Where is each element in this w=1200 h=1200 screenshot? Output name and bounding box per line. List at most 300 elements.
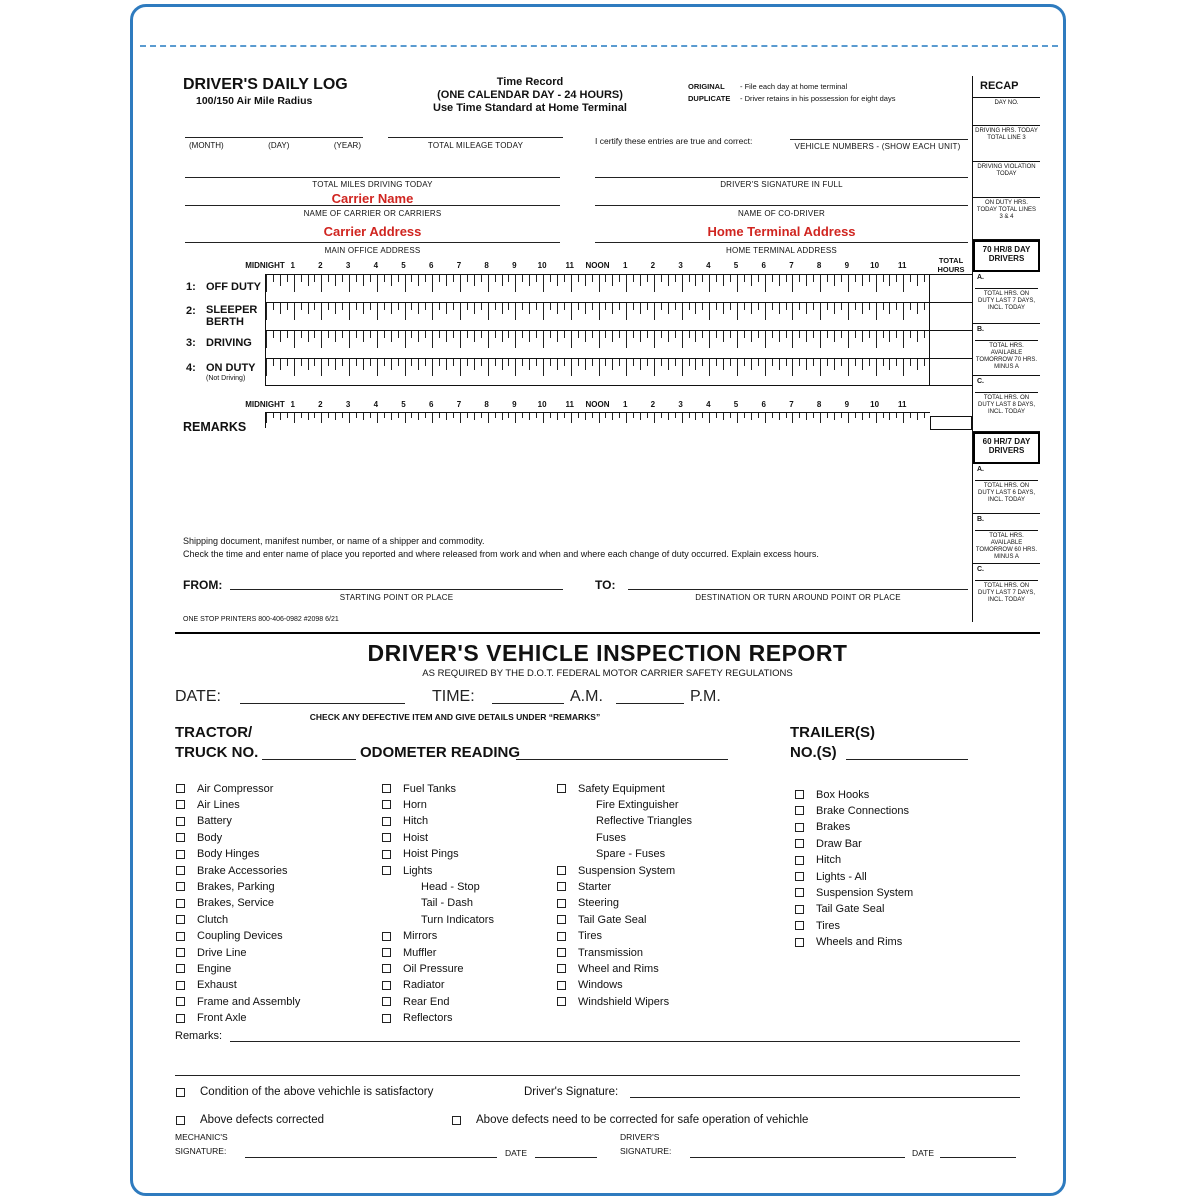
defect-checkbox[interactable] [557, 932, 566, 941]
checklist-item-label: Hitch [403, 815, 429, 828]
tick-mark [273, 359, 274, 366]
duty-row-on-duty-band[interactable] [265, 359, 930, 385]
defect-checkbox[interactable] [382, 981, 391, 990]
checklist-item [176, 897, 274, 910]
defect-checkbox[interactable] [176, 866, 185, 875]
defect-checkbox[interactable] [382, 800, 391, 809]
tick-mark [841, 275, 842, 282]
tick-mark [432, 275, 433, 292]
tick-mark [827, 275, 828, 282]
tick-mark [335, 275, 336, 286]
defect-checkbox[interactable] [382, 932, 391, 941]
hour-label: NOON [585, 400, 610, 409]
remarks-scale-band[interactable] [265, 412, 930, 428]
checklist-item [176, 880, 275, 893]
tick-mark [363, 331, 364, 342]
checklist-item [382, 930, 437, 943]
tick-mark [321, 359, 322, 376]
recap-70hr-b-cell[interactable] [973, 324, 1040, 376]
defect-checkbox[interactable] [795, 839, 804, 848]
defect-checkbox[interactable] [176, 997, 185, 1006]
carrier-name-entry-line[interactable] [185, 186, 560, 206]
tick-mark [349, 331, 350, 348]
checklist-item-label: Air Lines [197, 798, 240, 811]
checklist-item-label: Draw Bar [816, 837, 862, 850]
defect-checkbox[interactable] [382, 948, 391, 957]
dvir-am-pm-line[interactable] [616, 686, 684, 704]
checklist-item [176, 913, 228, 926]
trailer-no-line[interactable] [846, 742, 968, 760]
tick-mark [709, 359, 710, 376]
defect-checkbox[interactable] [557, 981, 566, 990]
tick-mark [446, 359, 447, 370]
tick-mark [439, 331, 440, 338]
tick-mark [391, 303, 392, 314]
duty-row-off-duty[interactable] [265, 274, 972, 302]
checklist-item-label: Tail Gate Seal [816, 903, 885, 916]
checklist-item-label: Suspension System [816, 886, 914, 899]
tick-mark [779, 359, 780, 370]
defect-checkbox[interactable] [557, 899, 566, 908]
driver-signature-entry-line[interactable] [595, 158, 968, 178]
dvir-time-line[interactable] [492, 686, 564, 704]
checklist-item [176, 995, 300, 1008]
hour-label: 9 [512, 261, 517, 270]
tick-mark [363, 413, 364, 420]
defect-checkbox[interactable] [176, 1014, 185, 1023]
defect-checkbox[interactable] [382, 850, 391, 859]
checklist-item [382, 995, 449, 1008]
hour-label: 9 [844, 400, 850, 409]
tick-mark [543, 275, 544, 292]
tick-mark [495, 359, 496, 366]
defect-checkbox[interactable] [176, 981, 185, 990]
tick-mark [820, 413, 821, 423]
to-caption: DESTINATION OR TURN AROUND POINT OR PLACE [695, 593, 901, 602]
tick-mark [695, 413, 696, 420]
defect-checkbox[interactable] [557, 866, 566, 875]
tick-mark [924, 275, 925, 282]
co-driver-label: NAME OF CO-DRIVER [738, 209, 825, 218]
defect-checkbox[interactable] [795, 905, 804, 914]
hour-label: 3 [678, 261, 683, 270]
hour-label: 3 [345, 261, 351, 270]
checklist-item [382, 815, 428, 828]
total-mileage-entry-line[interactable] [388, 120, 563, 138]
checklist-item-label: Reflectors [403, 1012, 453, 1025]
tick-mark [723, 331, 724, 342]
copy-original-desc: - File each day at home terminal [740, 82, 848, 91]
tick-mark [654, 359, 655, 376]
inspection-subtitle: AS REQUIRED BY THE D.O.T. FEDERAL MOTOR CARRIER SAFETY REGULATIONS [422, 668, 793, 679]
tick-mark [467, 413, 468, 418]
tick-mark [841, 303, 842, 310]
hour-label: MIDNIGHT [245, 261, 285, 270]
defect-checkbox[interactable] [382, 866, 391, 875]
tick-mark [405, 303, 406, 320]
tick-mark [488, 303, 489, 320]
tick-mark [481, 275, 482, 282]
defect-checkbox[interactable] [557, 882, 566, 891]
tick-mark [744, 413, 745, 418]
tick-mark [321, 303, 322, 320]
checklist-item [382, 798, 427, 811]
tick-mark [543, 413, 544, 423]
tick-mark [411, 331, 412, 338]
recap-70hr-a-caption: TOTAL HRS. ON DUTY LAST 7 DAYS, INCL. TODAY [977, 291, 1036, 311]
recap-70hr-a-cell[interactable] [973, 272, 1040, 324]
checklist-item [795, 788, 869, 801]
tick-mark [605, 331, 606, 338]
defect-checkbox[interactable] [176, 882, 185, 891]
checklist-item-label: Coupling Devices [197, 930, 283, 943]
recap-driving-hrs-cell[interactable] [973, 126, 1040, 162]
tick-mark [515, 413, 516, 423]
hour-label: 8 [816, 400, 822, 409]
defect-checkbox[interactable] [382, 1014, 391, 1023]
odometer-line[interactable] [516, 742, 728, 760]
recap-60hr-a-caption: TOTAL HRS. ON DUTY LAST 6 DAYS, INCL. TODAY [977, 483, 1036, 503]
duty-row-driving[interactable] [265, 330, 972, 358]
tick-mark [398, 359, 399, 366]
defect-checkbox[interactable] [557, 915, 566, 924]
hour-label: 11 [565, 400, 575, 409]
tick-mark [571, 275, 572, 292]
tick-mark [585, 359, 586, 370]
tick-mark [675, 303, 676, 310]
tick-mark [578, 331, 579, 338]
tick-mark [889, 331, 890, 342]
recap-onduty-hrs-cell[interactable] [973, 198, 1040, 240]
tick-mark [917, 413, 918, 420]
dvir-pm-label: P.M. [690, 688, 721, 705]
duty-row-on-duty[interactable] [265, 358, 972, 386]
tick-mark [876, 275, 877, 292]
checklist-item [176, 962, 231, 975]
checklist-item-label: Fuel Tanks [403, 782, 456, 795]
dvir-remarks-line-2[interactable] [175, 1062, 1020, 1076]
driver-signature-line-bottom[interactable] [690, 1142, 905, 1158]
truck-no-line[interactable] [262, 742, 356, 760]
recap-60hr-c-cell[interactable] [973, 564, 1040, 622]
hour-label: 7 [456, 400, 462, 409]
tick-mark [370, 331, 371, 338]
main-office-entry-line[interactable] [185, 223, 560, 243]
tick-mark [481, 359, 482, 366]
shipping-instruction-1: Shipping document, manifest number, or name of a shipper and commodity. [183, 536, 485, 546]
tick-mark [571, 413, 572, 423]
recap-70hr-c-cell[interactable] [973, 376, 1040, 432]
tick-mark [578, 413, 579, 418]
defect-checkbox[interactable] [176, 850, 185, 859]
tick-mark [709, 331, 710, 348]
duty-row-sleeper-berth-band[interactable] [265, 303, 930, 330]
defect-checkbox[interactable] [795, 921, 804, 930]
checklist-item [557, 930, 602, 943]
tick-mark [446, 413, 447, 420]
checklist-item [557, 782, 665, 795]
tick-mark [744, 359, 745, 366]
tick-mark [903, 331, 904, 348]
tick-mark [709, 303, 710, 320]
mechanic-sig-label: SIGNATURE: [175, 1146, 227, 1156]
time-record-line3: Use Time Standard at Home Terminal [433, 102, 627, 114]
tick-mark [806, 331, 807, 342]
tick-mark [765, 331, 766, 348]
tick-mark [883, 303, 884, 310]
defect-checkbox[interactable] [557, 964, 566, 973]
defects-corrected-checkbox[interactable] [176, 1116, 185, 1125]
hour-label: NOON [585, 261, 610, 270]
checklist-item [176, 946, 247, 959]
tick-mark [515, 303, 516, 320]
hour-label: 6 [761, 261, 766, 270]
tick-mark [453, 413, 454, 418]
tick-mark [917, 303, 918, 314]
tick-mark [266, 303, 267, 320]
tick-mark [599, 303, 600, 320]
total-miles-entry-line[interactable] [185, 158, 560, 178]
tick-mark [335, 303, 336, 314]
date-entry-line[interactable] [185, 120, 363, 138]
hour-label: 4 [706, 261, 711, 270]
tick-mark [439, 359, 440, 366]
dvir-date-line[interactable] [240, 686, 405, 704]
hour-label: 6 [429, 261, 434, 270]
tick-mark [266, 331, 267, 348]
tick-mark [758, 331, 759, 338]
daily-log-subtitle: 100/150 Air Mile Radius [196, 95, 313, 107]
checklist-item [382, 897, 473, 910]
defect-checkbox[interactable] [795, 888, 804, 897]
defect-checkbox[interactable] [557, 997, 566, 1006]
defect-checkbox[interactable] [382, 964, 391, 973]
tick-mark [592, 331, 593, 338]
checklist-item-label: Oil Pressure [403, 962, 464, 975]
tick-mark [508, 359, 509, 366]
defect-checkbox[interactable] [382, 784, 391, 793]
tick-mark [508, 413, 509, 418]
tick-mark [799, 359, 800, 366]
tick-mark [308, 331, 309, 342]
duty-row-off-duty-band[interactable] [265, 275, 930, 302]
remarks-writing-area[interactable] [265, 430, 930, 530]
mechanic-date-line[interactable] [535, 1142, 597, 1158]
tick-mark [695, 303, 696, 314]
tick-mark [744, 275, 745, 282]
tick-mark [661, 331, 662, 338]
duty-row-driving-band[interactable] [265, 331, 930, 358]
defect-checkbox[interactable] [176, 899, 185, 908]
tick-mark [855, 359, 856, 366]
tick-mark [668, 275, 669, 286]
defect-checkbox[interactable] [382, 817, 391, 826]
checklist-item [557, 848, 665, 861]
mechanic-date-label: DATE [505, 1148, 528, 1158]
tick-mark [425, 359, 426, 366]
hour-label: 9 [844, 261, 850, 270]
defect-checkbox[interactable] [795, 872, 804, 881]
checklist-item-label: Engine [197, 962, 232, 975]
tick-mark [599, 359, 600, 376]
remarks-total-box[interactable] [930, 416, 972, 430]
home-terminal-entry-line[interactable] [595, 223, 968, 243]
tick-mark [536, 359, 537, 366]
tick-mark [273, 275, 274, 282]
tick-mark [522, 303, 523, 310]
defect-checkbox[interactable] [176, 833, 185, 842]
tick-mark [308, 413, 309, 420]
tick-mark [869, 359, 870, 366]
tick-mark [522, 331, 523, 338]
hour-label: 4 [373, 400, 379, 409]
tick-mark [502, 331, 503, 342]
duty-row-sleeper-berth[interactable] [265, 302, 972, 330]
recap-60hr-c-letter: C. [975, 566, 1038, 581]
tick-mark [377, 275, 378, 292]
tick-mark [405, 331, 406, 348]
defect-checkbox[interactable] [176, 784, 185, 793]
daily-log-title: DRIVER'S DAILY LOG [183, 76, 348, 93]
defects-need-correction-text: Above defects need to be corrected for safe operation of vehichle [476, 1114, 809, 1126]
recap-violation-cell[interactable] [973, 162, 1040, 198]
tick-mark [453, 275, 454, 282]
tick-mark [792, 303, 793, 320]
recap-onduty-hrs-label: ON DUTY HRS. TODAY TOTAL LINES 3 & 4 [976, 200, 1037, 220]
tick-mark [342, 331, 343, 338]
truck-no-label: TRUCK NO. [175, 744, 259, 761]
tick-mark [370, 303, 371, 310]
recap-70hr-b-letter: B. [975, 326, 1038, 341]
tick-mark [633, 359, 634, 366]
checklist-item-label: Lights - All [816, 870, 867, 883]
hour-label: 11 [898, 400, 907, 409]
tick-mark [730, 359, 731, 366]
tick-mark [508, 303, 509, 310]
tick-mark [328, 413, 329, 418]
defect-checkbox[interactable] [176, 817, 185, 826]
defect-checkbox[interactable] [795, 806, 804, 815]
checklist-item-label: Tires [578, 930, 603, 943]
tick-mark [723, 303, 724, 314]
hour-label: 2 [318, 400, 323, 409]
tick-mark [287, 331, 288, 338]
checklist-item-label: Turn Indicators [421, 913, 494, 926]
checklist-item-label: Wheel and Rims [578, 962, 659, 975]
hour-label: 10 [537, 261, 547, 270]
tick-mark [883, 331, 884, 338]
dvir-remarks-line[interactable] [230, 1028, 1020, 1042]
mechanic-signature-line[interactable] [245, 1142, 497, 1158]
tick-mark [723, 413, 724, 420]
defect-checkbox[interactable] [795, 856, 804, 865]
tick-mark [689, 303, 690, 310]
tick-mark [384, 359, 385, 366]
recap-60hr-b-cell[interactable] [973, 514, 1040, 564]
to-entry-line[interactable] [628, 572, 968, 590]
time-record-line2: (ONE CALENDAR DAY - 24 HOURS) [437, 89, 623, 101]
tick-mark [730, 331, 731, 338]
defect-checkbox[interactable] [176, 800, 185, 809]
tick-mark [273, 303, 274, 310]
driver-sig-heading: DRIVER'S [620, 1132, 660, 1142]
tick-mark [758, 413, 759, 418]
defect-checkbox[interactable] [382, 997, 391, 1006]
tick-mark [432, 413, 433, 423]
defect-checkbox[interactable] [176, 948, 185, 957]
condition-satisfactory-checkbox[interactable] [176, 1088, 185, 1097]
tick-mark [889, 275, 890, 286]
checklist-item-label: Reflective Triangles [596, 815, 692, 828]
tick-mark [280, 331, 281, 342]
main-office-label: MAIN OFFICE ADDRESS [324, 246, 421, 255]
tick-mark [730, 303, 731, 310]
tick-mark [529, 359, 530, 370]
recap-day-no-cell[interactable] [973, 98, 1040, 126]
tick-mark [751, 359, 752, 370]
vehicle-numbers-entry-line[interactable] [790, 122, 968, 140]
tick-mark [564, 359, 565, 366]
defect-checkbox[interactable] [176, 932, 185, 941]
tick-mark [398, 413, 399, 418]
defect-checkbox[interactable] [557, 948, 566, 957]
recap-60hr-a-cell[interactable] [973, 464, 1040, 514]
tick-mark [314, 413, 315, 418]
defect-checkbox[interactable] [795, 823, 804, 832]
tick-mark [689, 275, 690, 282]
dvir-driver-signature-line[interactable] [630, 1082, 1020, 1098]
tick-mark [439, 413, 440, 418]
checklist-item-label: Brakes, Service [197, 897, 275, 910]
tick-mark [585, 275, 586, 286]
tick-mark [910, 359, 911, 366]
defect-checkbox[interactable] [795, 790, 804, 799]
co-driver-entry-line[interactable] [595, 186, 968, 206]
defect-checkbox[interactable] [795, 938, 804, 947]
checklist-item [557, 831, 626, 844]
tick-mark [481, 331, 482, 338]
tick-mark [356, 413, 357, 418]
defects-need-correction-checkbox[interactable] [452, 1116, 461, 1125]
tick-mark [827, 359, 828, 366]
checklist-item-label: Wheels and Rims [816, 936, 903, 949]
defect-checkbox[interactable] [176, 915, 185, 924]
inspection-title: DRIVER'S VEHICLE INSPECTION REPORT [367, 640, 848, 666]
duty-grid [265, 274, 972, 386]
tick-mark [585, 331, 586, 342]
tick-mark [612, 303, 613, 314]
driver-date-line[interactable] [940, 1142, 1016, 1158]
from-entry-line[interactable] [230, 572, 563, 590]
tick-mark [356, 303, 357, 310]
tick-mark [418, 275, 419, 286]
tick-mark [488, 331, 489, 348]
tick-mark [841, 331, 842, 338]
defect-checkbox[interactable] [557, 784, 566, 793]
defect-checkbox[interactable] [382, 833, 391, 842]
tick-mark [869, 331, 870, 338]
tick-mark [585, 413, 586, 420]
defect-checkbox[interactable] [176, 964, 185, 973]
tick-mark [772, 303, 773, 310]
tick-mark [813, 413, 814, 418]
tick-mark [792, 413, 793, 423]
tick-mark [813, 331, 814, 338]
checklist-item [795, 804, 909, 817]
checklist-item-label: Tail - Dash [421, 897, 473, 910]
checklist-item-label: Windows [578, 979, 623, 992]
tick-mark [716, 303, 717, 310]
